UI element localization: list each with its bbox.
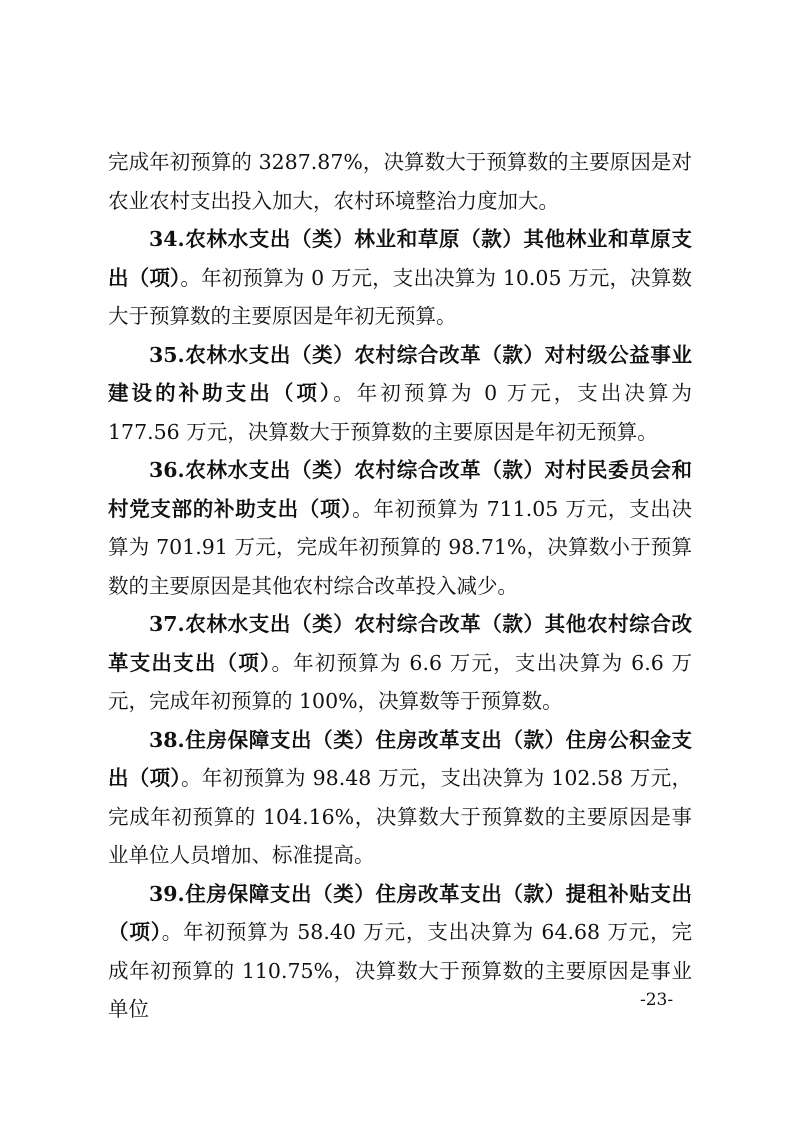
paragraph-text: 。年初预算为 0 万元，支出决算为 10.05 万元，决算数大于预算数的主要原因是年初无预算。 xyxy=(108,265,693,328)
paragraph-heading: 34.农林水支出（类）林业和草原（款）其他林业和草原支出（项） xyxy=(108,227,692,290)
paragraph-heading: 36.农林水支出（类）农村综合改革（款）对村民委员会和村党支部的补助支出（项） xyxy=(108,458,692,521)
paragraph-heading: 37.农林水支出（类）农村综合改革（款）其他农村综合改革支出支出（项） xyxy=(108,612,692,675)
paragraph-heading: 38.住房保障支出（类）住房改革支出（款）住房公积金支出（项） xyxy=(108,727,692,790)
page-number: -23- xyxy=(640,990,674,1010)
paragraph-heading: 35.农林水支出（类）农村综合改革（款）对村级公益事业建设的补助支出（项） xyxy=(108,342,692,405)
paragraph-item-38 xyxy=(108,721,692,875)
paragraph-item-34 xyxy=(108,220,692,336)
paragraph-text: 。年初预算为 0 万元，支出决算为 177.56 万元，决算数大于预算数的主要原因是年初无预算。 xyxy=(108,381,692,444)
paragraph-item-35 xyxy=(108,336,692,452)
paragraph-item-37 xyxy=(108,605,692,721)
document-body xyxy=(108,143,692,1029)
paragraph-text: 。年初预算为 58.40 万元，支出决算为 64.68 万元，完成年初预算的 110.75%，决算数大于预算数的主要原因是事业单位 xyxy=(108,920,692,1021)
paragraph-text: 。年初预算为 98.48 万元，支出决算为 102.58 万元，完成年初预算的 104.16%，决算数大于预算数的主要原因是事业单位人员增加、标准提高。 xyxy=(108,766,693,867)
paragraph-heading: 39.住房保障支出（类）住房改革支出（款）提租补贴支出（项） xyxy=(108,881,692,944)
paragraph-text: 。年初预算为 711.05 万元，支出决算为 701.91 万元，完成年初预算的 98.71%，决算数小于预算数的主要原因是其他农村综合改革投入减少。 xyxy=(108,496,693,598)
paragraph-item-39 xyxy=(108,875,692,1029)
paragraph-continuation xyxy=(108,143,692,220)
paragraph-item-36 xyxy=(108,451,692,605)
paragraph-text: 完成年初预算的 3287.87%，决算数大于预算数的主要原因是对农业农村支出投入加大，农村环境整治力度加大。 xyxy=(108,150,692,213)
paragraph-text: 。年初预算为 6.6 万元，支出决算为 6.6 万元，完成年初预算的 100%，决算数等于预算数。 xyxy=(108,650,692,713)
